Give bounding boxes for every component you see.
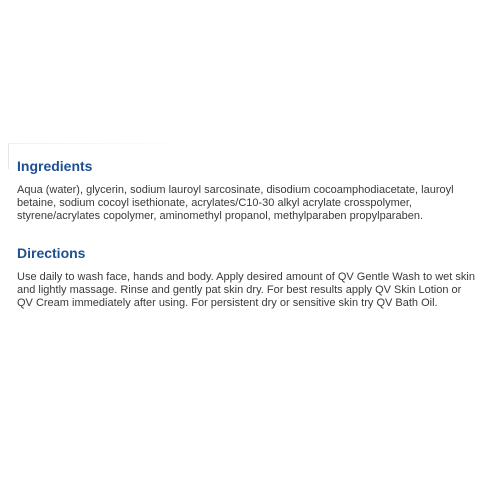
ingredients-heading: Ingredients: [17, 158, 93, 174]
panel-left-edge: [8, 143, 9, 169]
ingredients-section: [17, 158, 475, 223]
ingredients-text: Aqua (water), glycerin, sodium lauroyl sarcosinate, disodium cocoamphodiacetate, lauroyl betaine, sodium cocoyl isethionate, acrylates/C10-30 alkyl acrylate crosspolymer, styrene/acrylates copolymer, aminomethyl propanol, methylparaben propylparaben.: [17, 184, 454, 222]
panel-top-divider: [8, 143, 198, 144]
directions-heading: Directions: [17, 245, 86, 261]
directions-section: [17, 245, 475, 310]
directions-text: Use daily to wash face, hands and body. Apply desired amount of QV Gentle Wash to wet skin and lightly massage. Rinse and gently pat skin dry. For best results apply QV Skin Lotion or QV Cream immediately after using. For persistent dry or sensitive skin try QV Bath Oil.: [17, 271, 475, 309]
